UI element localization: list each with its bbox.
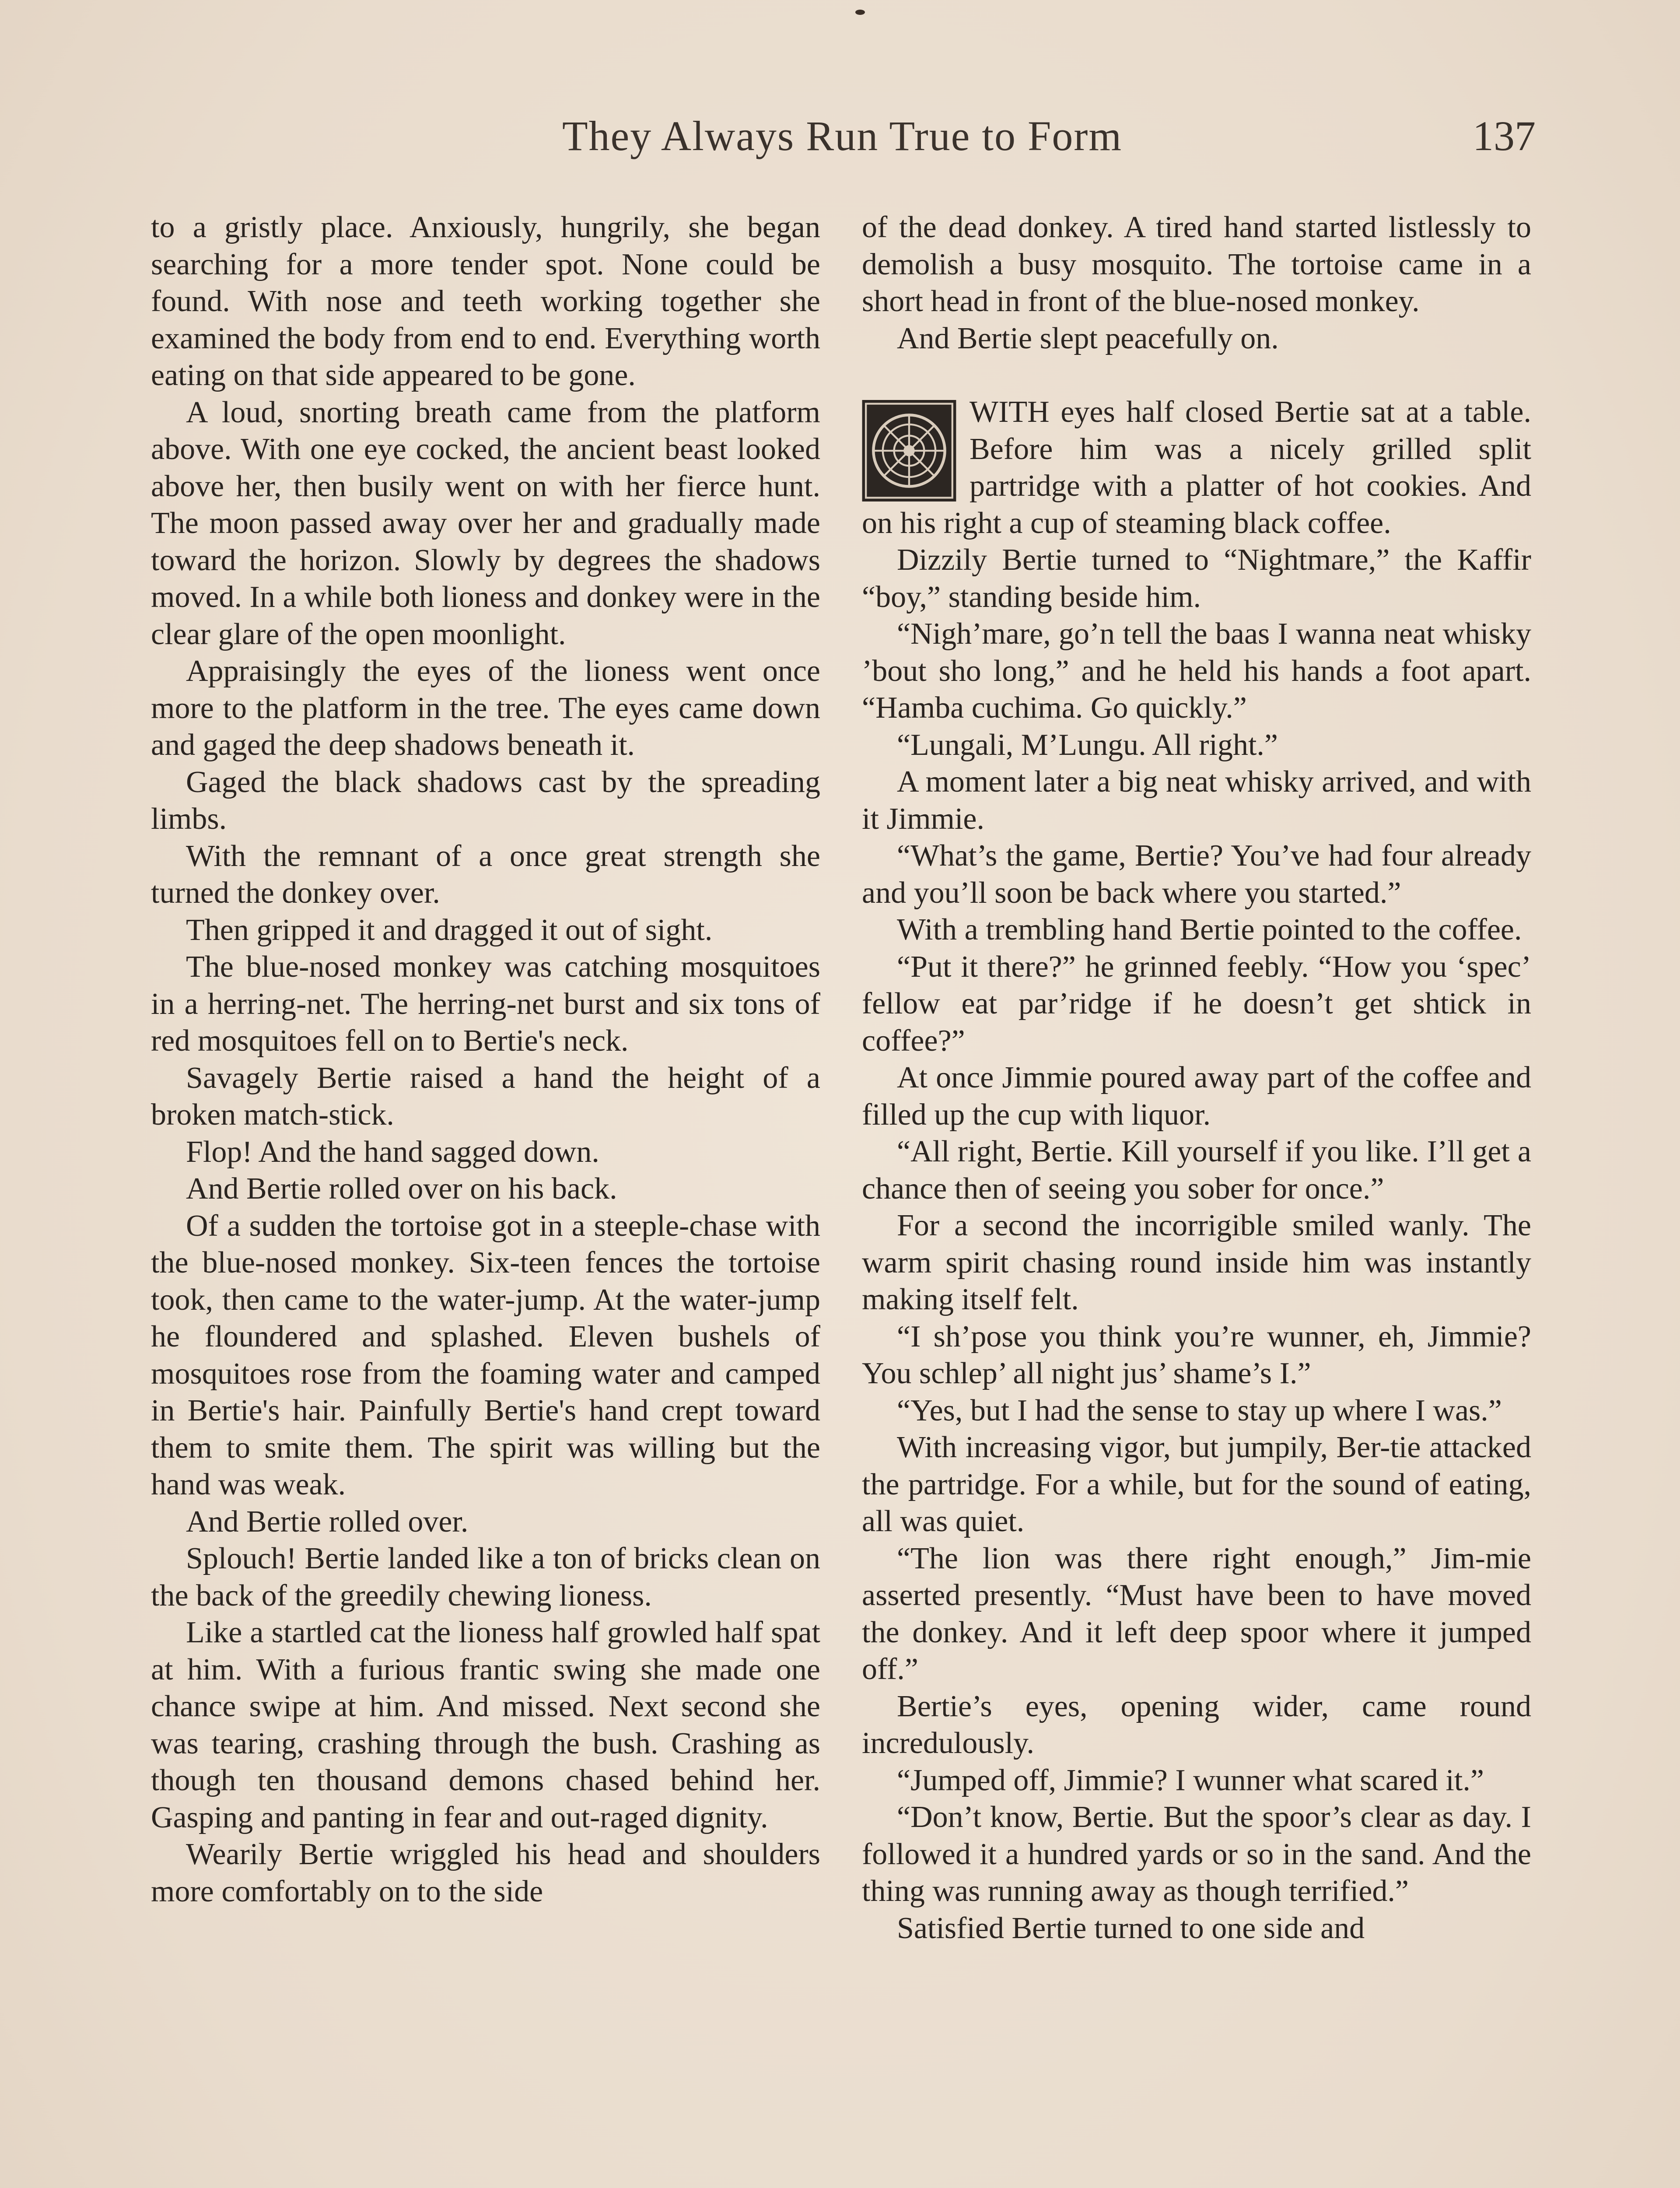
paragraph: Dizzily Bertie turned to “Nightmare,” the Kaffir “boy,” standing beside him. — [862, 543, 1531, 614]
paragraph: A loud, snorting breath came from the platform above. With one eye cocked, the ancient beast looked above her, then busily went on with her fierce hunt. The moon passed away over her and gradually made toward the horizon. Slowly by degrees the shadows moved. In a while both lioness and donkey were in the clear glare of the open moonlight. — [151, 395, 820, 651]
paragraph: “All right, Bertie. Kill yourself if you like. I’ll get a chance then of seeing you sober for once.” — [862, 1135, 1531, 1206]
paragraph: Flop! And the hand sagged down. — [186, 1135, 599, 1169]
paragraph: The blue-nosed monkey was catching mosquitoes in a herring-net. The herring-net burst and six tons of red mosquitoes fell on to Bertie's neck. — [151, 950, 820, 1058]
paragraph: With increasing vigor, but jumpily, Ber-tie attacked the partridge. For a while, but for the sound of eating, all was quiet. — [862, 1431, 1531, 1538]
paragraph: For a second the incorrigible smiled wanly. The warm spirit chasing round inside him was instantly making itself felt. — [862, 1209, 1531, 1316]
paragraph: to a gristly place. Anxiously, hungrily, she began searching for a more tender spot. None could be found. With nose and teeth working together she examined the body from end to end. Everything worth eating on that side appeared to be gone. — [151, 210, 820, 392]
right-column — [862, 209, 1531, 1947]
ornamental-initial-icon — [862, 400, 956, 501]
paragraph: A moment later a big neat whisky arrived, and with it Jimmie. — [862, 765, 1531, 836]
paragraph: Satisfied Bertie turned to one side and — [897, 1911, 1365, 1945]
paragraph: Wearily Bertie wriggled his head and shoulders more comfortably on to the side — [151, 1837, 820, 1908]
left-column — [151, 209, 820, 1910]
paragraph: Appraisingly the eyes of the lioness went once more to the platform in the tree. The eyes came down and gaged the deep shadows beneath it. — [151, 654, 820, 762]
paragraph: At once Jimmie poured away part of the coffee and filled up the cup with liquor. — [862, 1061, 1531, 1132]
paragraph: And Bertie slept peacefully on. — [897, 321, 1279, 355]
page-number: 137 — [1473, 112, 1536, 159]
paragraph: With a trembling hand Bertie pointed to the coffee. — [897, 913, 1522, 947]
ink-speck — [855, 10, 865, 15]
paragraph: “Lungali, M’Lungu. All right.” — [897, 728, 1278, 762]
paragraph: “Don’t know, Bertie. But the spoor’s clear as day. I followed it a hundred yards or so in the sand. And the thing was running away as though terrified.” — [862, 1800, 1531, 1908]
paragraph: Of a sudden the tortoise got in a steeple-chase with the blue-nosed monkey. Six-teen fences the tortoise took, then came to the water-jump. At the water-jump he floundered and splashed. Eleven bushels of mosquitoes rose from the foaming water and camped in Bertie's hair. Painfully Bertie's hand crept toward them to smite them. The spirit was willing but the hand was weak. — [151, 1209, 820, 1501]
paragraph: “I sh’pose you think you’re wunner, eh, Jimmie? You schlep’ all night jus’ shame’s I.” — [862, 1319, 1531, 1390]
paragraph: And Bertie rolled over on his back. — [186, 1172, 617, 1206]
running-head — [149, 112, 1536, 173]
running-title: They Always Run True to Form — [562, 112, 1123, 159]
paragraph: Like a startled cat the lioness half growled half spat at him. With a furious frantic swing she made one chance swipe at him. And missed. Next second she was tearing, crashing through the bush. Crashing as though ten thousand demons chased behind her. Gasping and panting in fear and out-raged dignity. — [151, 1616, 820, 1834]
paragraph: of the dead donkey. A tired hand started listlessly to demolish a busy mosquito. The tortoise came in a short head in front of the blue-nosed monkey. — [862, 210, 1531, 318]
paragraph: And Bertie rolled over. — [186, 1504, 469, 1539]
paragraph: “Yes, but I had the sense to stay up where I was.” — [897, 1393, 1502, 1427]
paragraph: “The lion was there right enough,” Jim-mie asserted presently. “Must have been to have moved the donkey. And it left deep spoor where it jumped off.” — [862, 1541, 1531, 1686]
paragraph: “What’s the game, Bertie? You’ve had four already and you’ll soon be back where you started.” — [862, 839, 1531, 910]
paragraph: With the remnant of a once great strength she turned the donkey over. — [151, 839, 820, 910]
paragraph: Bertie’s eyes, opening wider, came round incredulously. — [862, 1689, 1531, 1760]
paragraph: WITH eyes half closed Bertie sat at a table. Before him was a nicely grilled split partridge with a platter of hot cookies. And on his right a cup of steaming black coffee. — [862, 395, 1531, 540]
paragraph: “Jumped off, Jimmie? I wunner what scared it.” — [897, 1763, 1484, 1797]
paragraph: “Put it there?” he grinned feebly. “How you ‘spec’ fellow eat par’ridge if he doesn’t get shtick in coffee?” — [862, 950, 1531, 1058]
paragraph: Splouch! Bertie landed like a ton of bricks clean on the back of the greedily chewing lioness. — [151, 1542, 820, 1613]
paragraph: “Nigh’mare, go’n tell the baas I wanna neat whisky ’bout sho long,” and he held his hands a foot apart. “Hamba cuchima. Go quickly.” — [862, 617, 1531, 725]
paragraph: Gaged the black shadows cast by the spreading limbs. — [151, 765, 820, 836]
paragraph: Savagely Bertie raised a hand the height of a broken match-stick. — [151, 1061, 820, 1132]
paragraph: Then gripped it and dragged it out of sight. — [186, 913, 713, 947]
